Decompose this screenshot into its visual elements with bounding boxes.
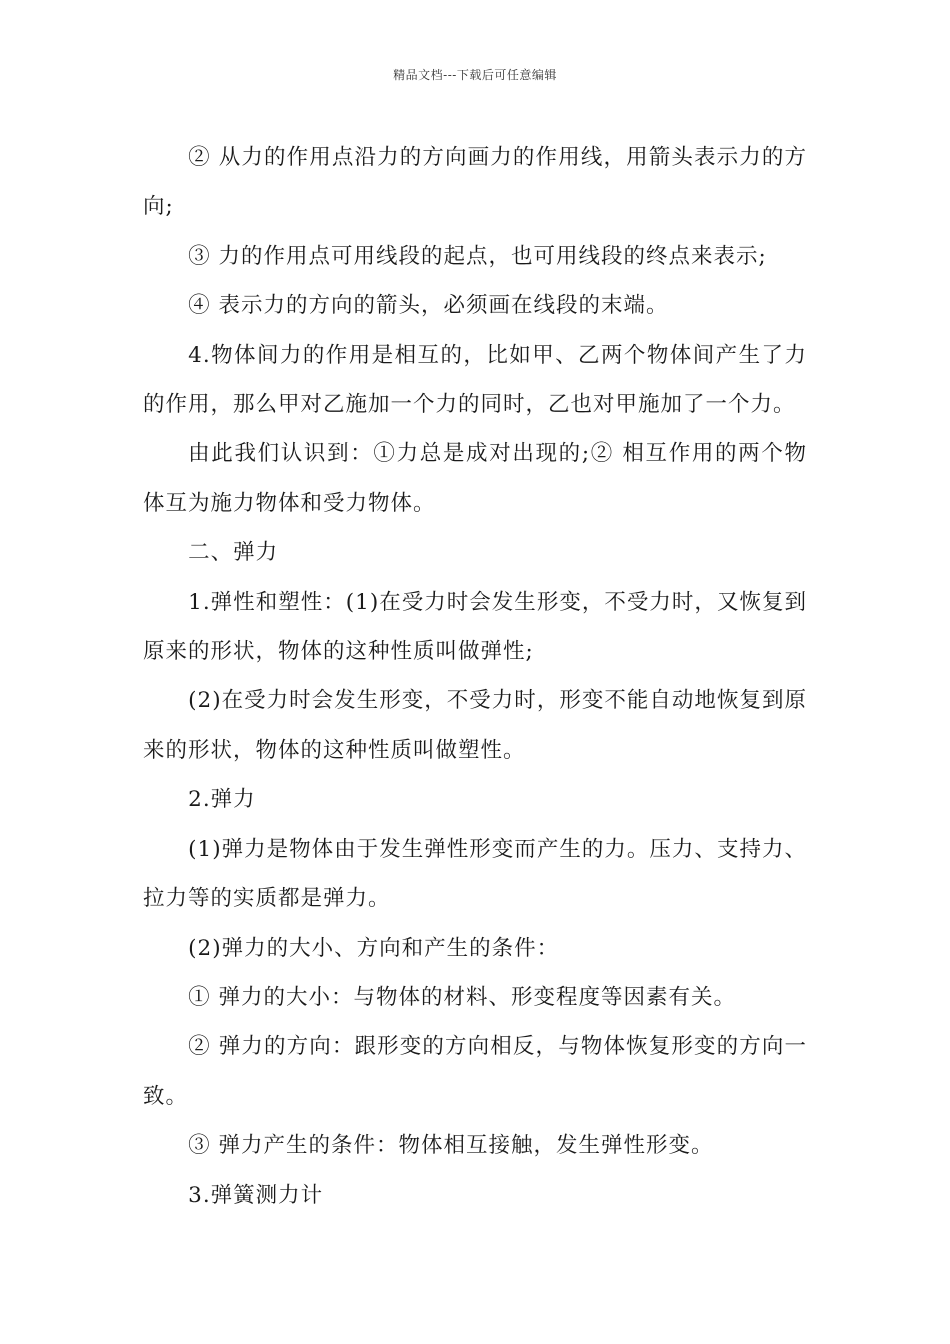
paragraph-elastic-force-definition: (1)弹力是物体由于发生弹性形变而产生的力。压力、支持力、拉力等的实质都是弹力。	[143, 836, 807, 912]
paragraph-arrow-end: ④ 表示力的方向的箭头，必须画在线段的末端。	[188, 293, 669, 319]
paragraph-force-point: ③ 力的作用点可用线段的起点，也可用线段的终点来表示;	[188, 243, 767, 269]
page-header: 精品文档---下载后可任意编辑	[393, 68, 557, 82]
paragraph-conclusion: 由此我们认识到：①力总是成对出现的;② 相互作用的两个物体互为施力物体和受力物体。	[143, 441, 807, 516]
subheading-spring-scale: 3.弹簧测力计	[188, 1182, 324, 1208]
subheading-elastic-force: 2.弹力	[188, 787, 256, 813]
paragraph-elastic-condition: ③ 弹力产生的条件：物体相互接触，发生弹性形变。	[188, 1133, 714, 1159]
document-body	[143, 133, 807, 1220]
paragraph-force-line-direction: ② 从力的作用点沿力的方向画力的作用线，用箭头表示力的方向;	[143, 145, 807, 220]
paragraph-elastic-magnitude: ① 弹力的大小：与物体的材料、形变程度等因素有关。	[188, 984, 736, 1010]
paragraph-elastic-force-conditions: (2)弹力的大小、方向和产生的条件：	[188, 935, 560, 961]
paragraph-mutual-force: 4.物体间力的作用是相互的，比如甲、乙两个物体间产生了力的作用，那么甲对乙施加一个力的同时，乙也对甲施加了一个力。	[143, 342, 807, 418]
section-heading-elastic-force: 二、弹力	[188, 540, 279, 566]
paragraph-plasticity: (2)在受力时会发生形变，不受力时，形变不能自动地恢复到原来的形状，物体的这种性质叫做塑性。	[143, 688, 807, 763]
paragraph-elastic-direction: ② 弹力的方向：跟形变的方向相反，与物体恢复形变的方向一致。	[143, 1034, 807, 1109]
paragraph-elasticity: 1.弹性和塑性：(1)在受力时会发生形变，不受力时，又恢复到原来的形状，物体的这种性质叫做弹性;	[143, 589, 807, 665]
